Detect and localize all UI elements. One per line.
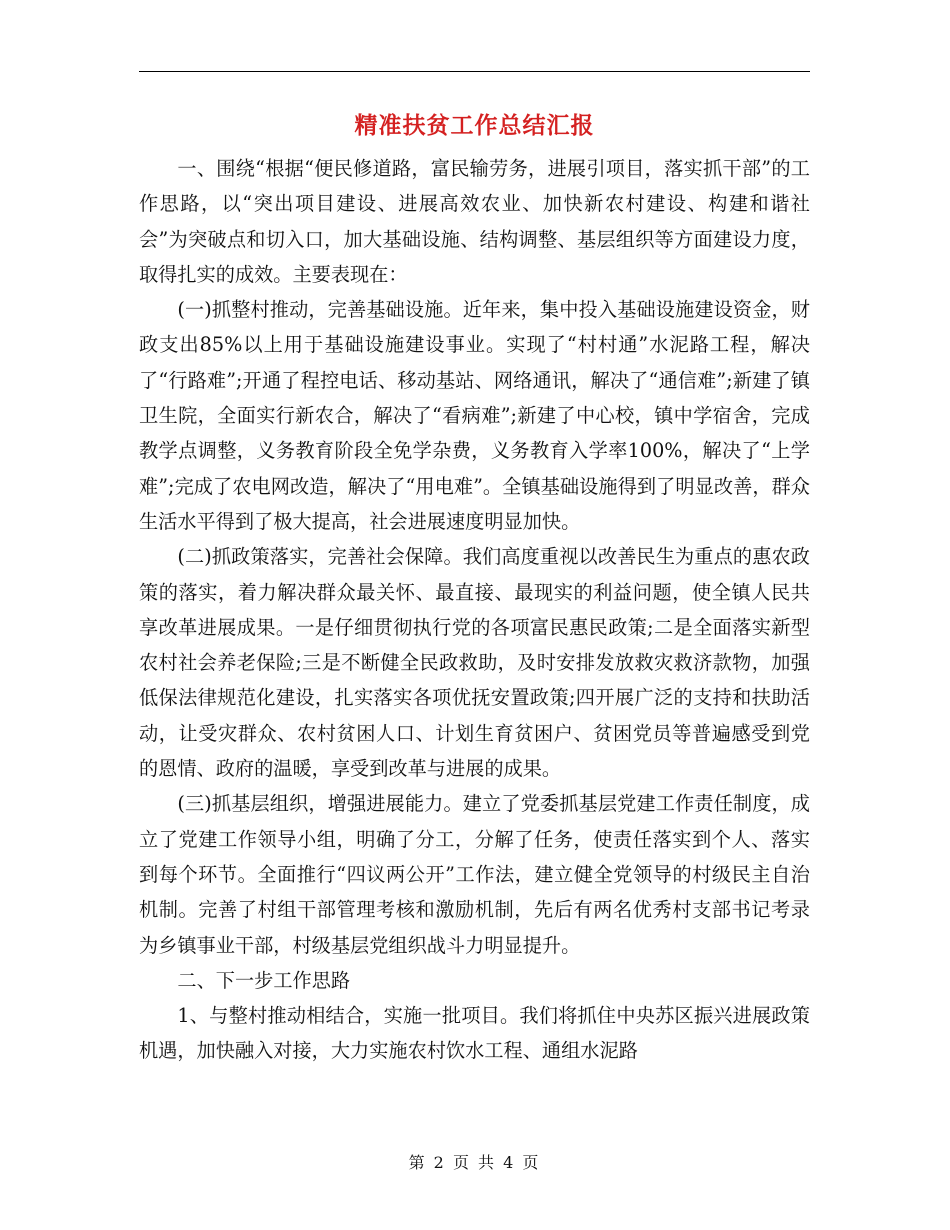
header-rule bbox=[139, 71, 810, 72]
document-body bbox=[139, 151, 810, 1069]
paragraph-next-step-1: 1、与整村推动相结合，实施一批项目。我们将抓住中央苏区振兴进展政策机遇，加快融入对接，大力实施农村饮水工程、通组水泥路 bbox=[139, 1004, 810, 1063]
paragraph-intro: 一、围绕“根据“便民修道路，富民输劳务，进展引项目，落实抓干部”的工作思路，以“突出项目建设、进展高效农业、加快新农村建设、构建和谐社会”为突破点和切入口，加大基础设施、结构调整、基层组织等方面建设力度，取得扎实的成效。主要表现在： bbox=[139, 157, 810, 286]
document-title: 精准扶贫工作总结汇报 bbox=[354, 112, 595, 139]
paragraph-infrastructure: (一)抓整村推动，完善基础设施。近年来，集中投入基础设施建设资金，财政支出85%以上用于基础设施建设事业。实现了“村村通”水泥路工程，解决了“行路难”;开通了程控电话、移动基站、网络通讯，解决了“通信难”;新建了镇卫生院，全面实行新农合，解决了“看病难”;新建了中心校，镇中学宿舍，完成教学点调整，义务教育阶段全免学杂费，义务教育入学率100%，解决了“上学难”;完成了农电网改造，解决了“用电难”。全镇基础设施得到了明显改善，群众生活水平得到了极大提高，社会进展速度明显加快。 bbox=[139, 298, 810, 533]
section-heading-next-steps: 二、下一步工作思路 bbox=[177, 968, 351, 992]
page-number: 第 2 页 共 4 页 bbox=[408, 1153, 541, 1172]
paragraph-grassroots: (三)抓基层组织，增强进展能力。建立了党委抓基层党建工作责任制度，成立了党建工作领导小组，明确了分工，分解了任务，使责任落实到个人、落实到每个环节。全面推行“四议两公开”工作法，建立健全党领导的村级民主自治机制。完善了村组干部管理考核和激励机制，先后有两名优秀村支部书记考录为乡镇事业干部，村级基层党组织战斗力明显提升。 bbox=[139, 792, 810, 957]
paragraph-social-security: (二)抓政策落实，完善社会保障。我们高度重视以改善民生为重点的惠农政策的落实，着力解决群众最关怀、最直接、最现实的利益问题，使全镇人民共享改革进展成果。一是仔细贯彻执行党的各项富民惠民政策;二是全面落实新型农村社会养老保险;三是不断健全民政救助，及时安排发放救灾救济款物，加强低保法律规范化建设，扎实落实各项优抚安置政策;四开展广泛的支持和扶助活动，让受灾群众、农村贫困人口、计划生育贫困户、贫困党员等普遍感受到党的恩情、政府的温暖，享受到改革与进展的成果。 bbox=[139, 545, 810, 781]
